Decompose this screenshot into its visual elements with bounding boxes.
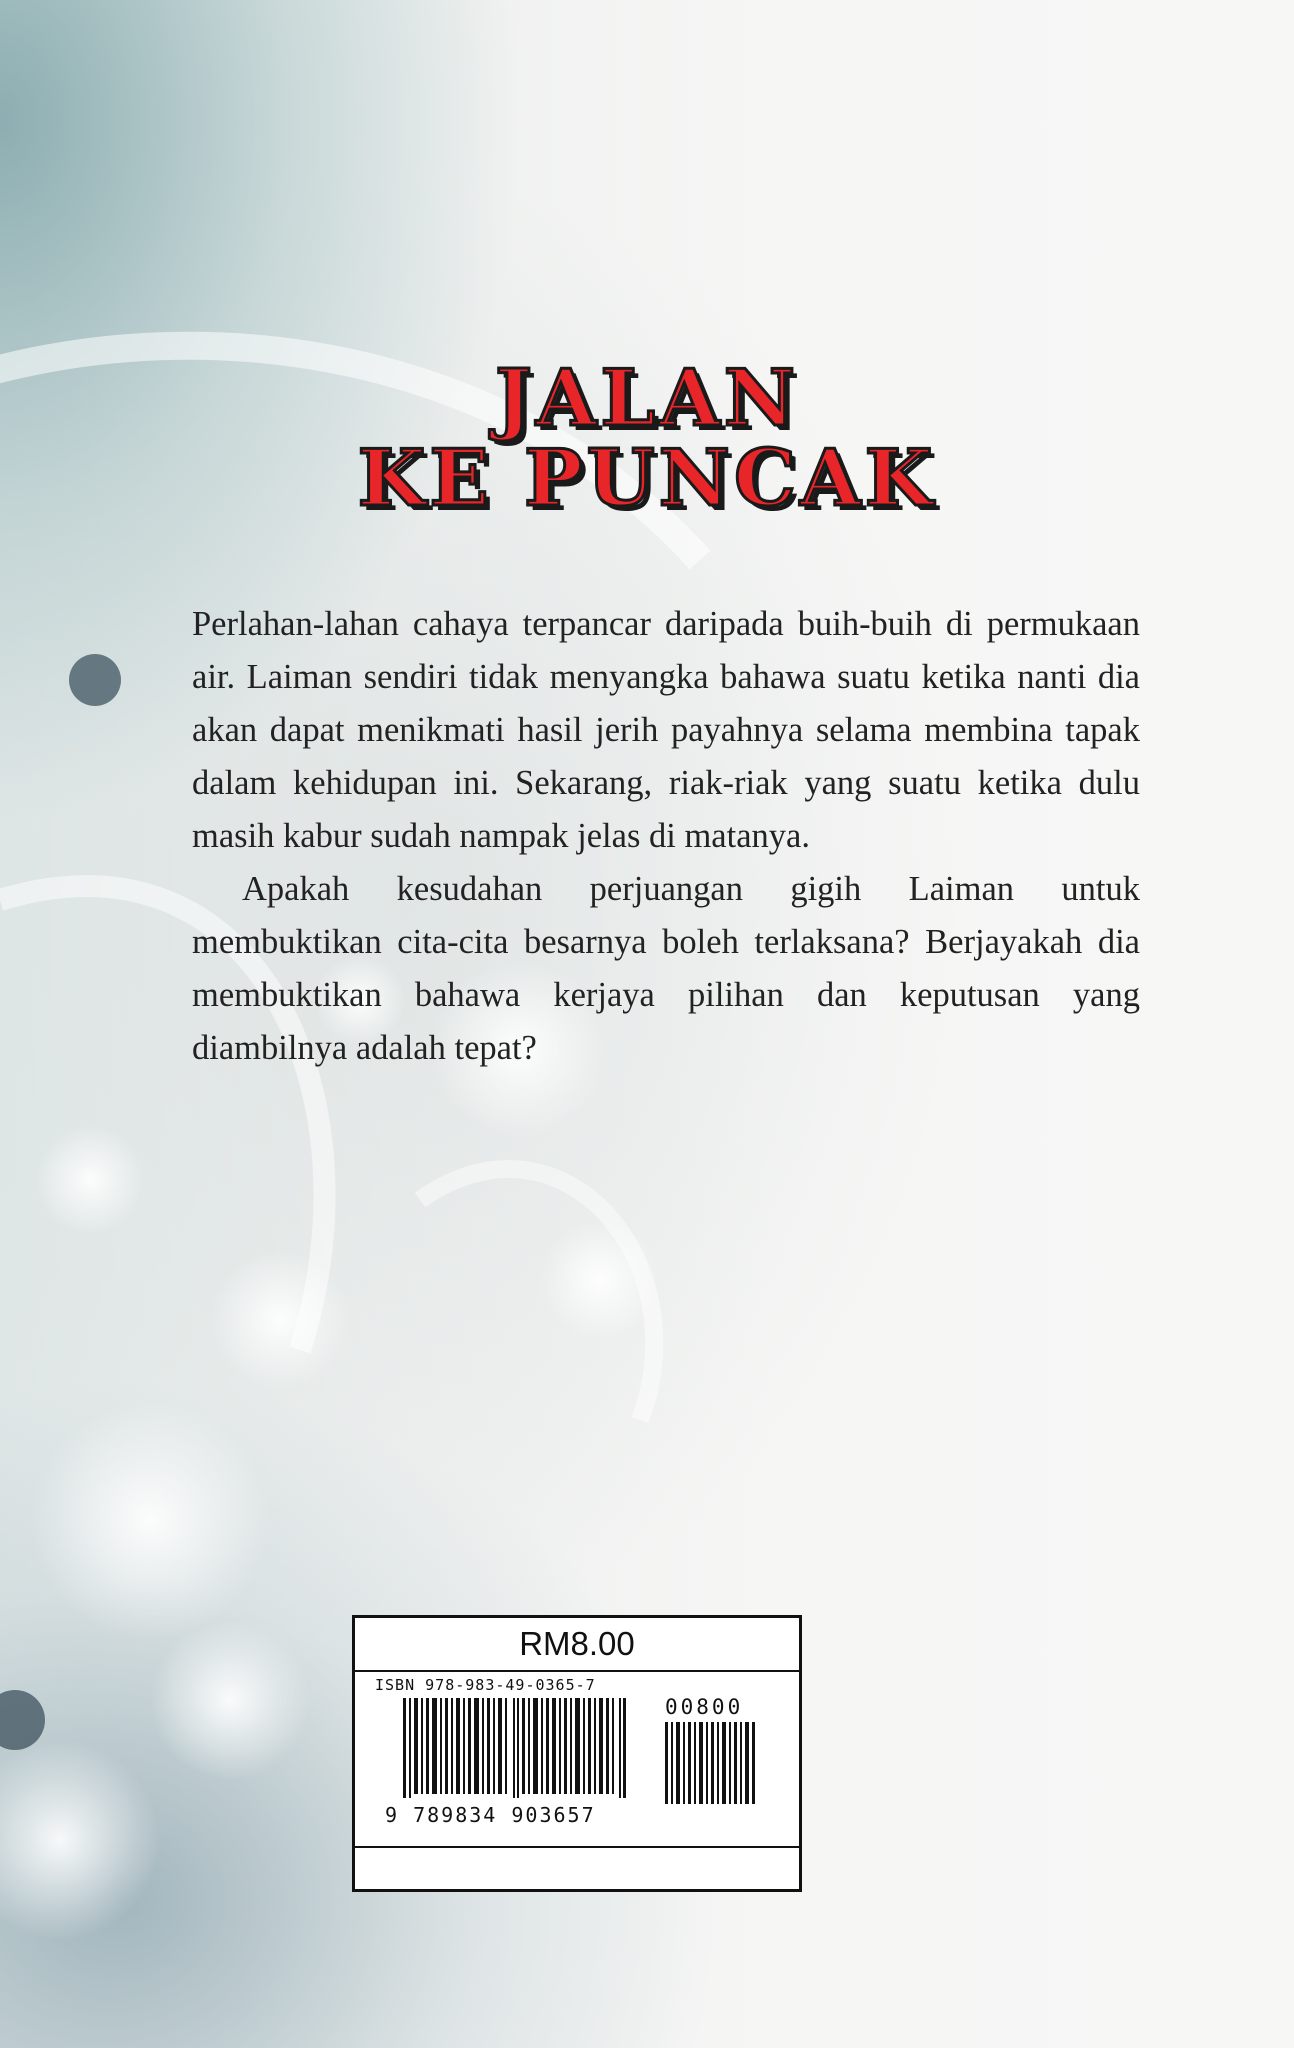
synopsis <box>192 598 1140 1075</box>
synopsis-paragraph-1: Perlahan-lahan cahaya terpancar daripada buih-buih di permukaan air. Laiman sendiri tidak menyangka bahawa suatu ketika nanti dia akan dapat menikmati hasil jerih payahnya selama membina tapak dalam kehidupan ini. Sekarang, riak-riak yang suatu ketika dulu masih kabur sudah nampak jelas di matanya. <box>192 605 1140 855</box>
synopsis-paragraph-2: Apakah kesudahan perjuangan gigih Laiman untuk membuktikan cita-cita besarnya boleh terlaksana? Berjayakah dia membuktikan bahawa kerjaya pilihan dan keputusan yang diambilnya adalah tepat? <box>192 870 1140 1067</box>
ean-digits-text: 9 789834 903657 <box>385 1803 596 1827</box>
barcode-icon <box>403 1698 643 1798</box>
addon-barcode-icon <box>665 1722 765 1804</box>
price-text: RM8.00 <box>355 1618 799 1672</box>
price-barcode-label <box>352 1615 802 1892</box>
book-title-line-1: JALAN <box>494 353 800 444</box>
label-divider <box>355 1846 799 1848</box>
isbn-text: ISBN 978-983-49-0365-7 <box>375 1676 596 1694</box>
book-title-line-2: KE PUNCAK <box>357 433 937 524</box>
addon-code-text: 00800 <box>665 1695 744 1719</box>
